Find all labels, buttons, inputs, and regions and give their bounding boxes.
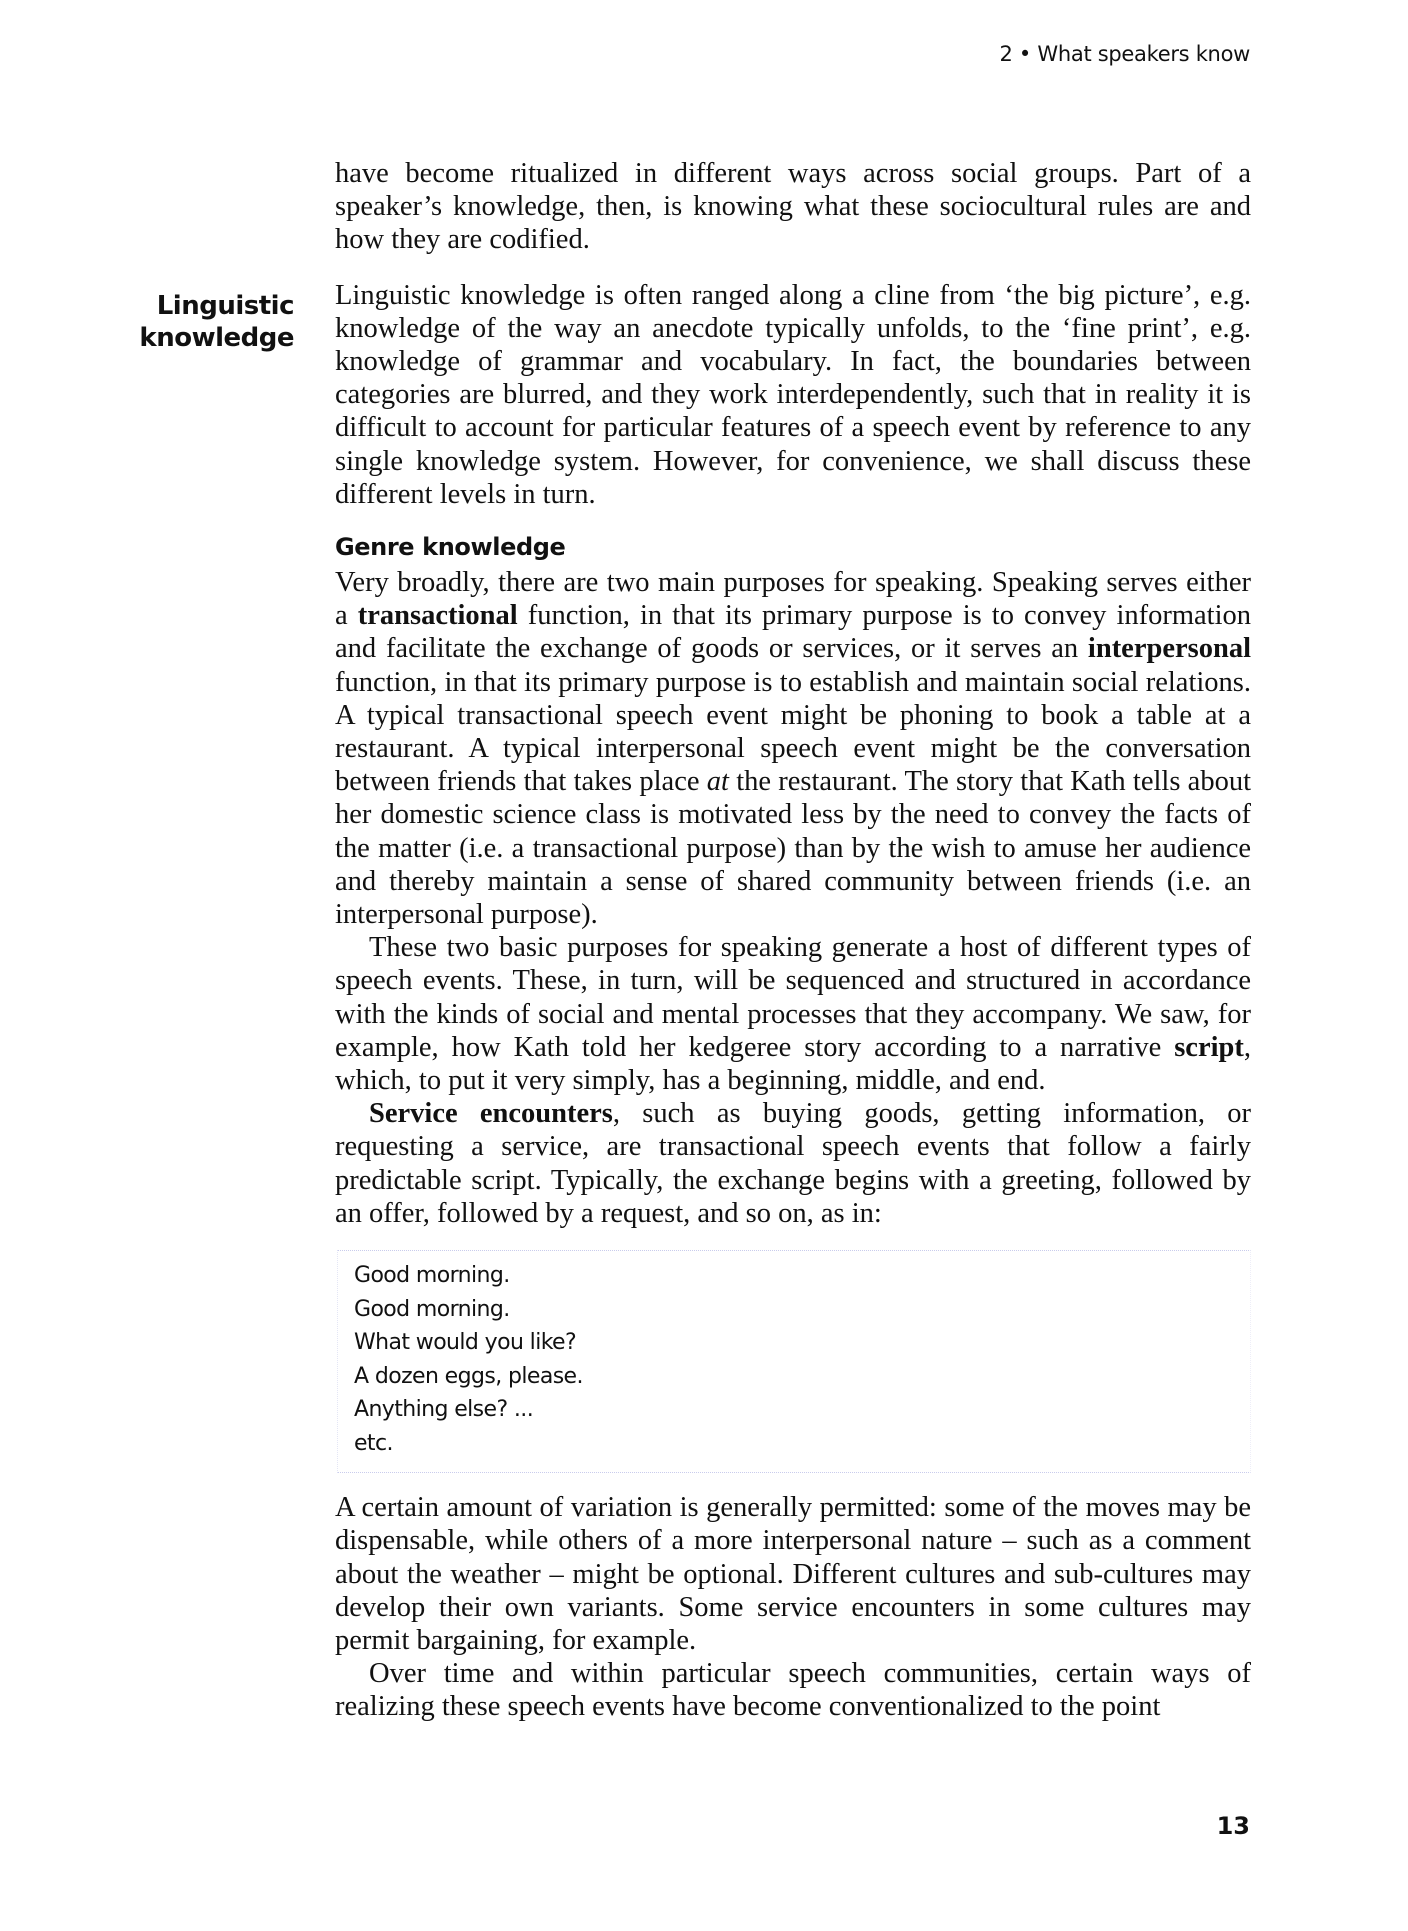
- text-run: function, in that its primary purpose is to convey information and facilitate the exchange of goods or services, or it serves an: [335, 600, 1251, 665]
- text-run: , which, to put it very simply, has a beginning, middle, and end.: [335, 1031, 1251, 1097]
- key-term-service-encounters: Service encounters: [369, 1098, 613, 1130]
- dialogue-example-box: [337, 1250, 1251, 1473]
- main-text-column: [335, 157, 1251, 1724]
- paragraph-continuation: have become ritualized in different ways across social groups. Part of a speaker’s knowledge, then, is knowing what these sociocultural rules are and how they are codified.: [335, 158, 1251, 256]
- text-run: the restaurant. The story that Kath tells about her domestic science class is motivated less by the need to convey the facts of the matter (i.e. a transactional purpose) than by the wish to amuse her audience and thereby maintain a sense of shared community between friends (i.e. an interpersonal purpose).: [335, 766, 1251, 931]
- dialogue-line: What would you like?: [354, 1330, 577, 1356]
- text-run: , such as buying goods, getting information, or requesting a service, are transactional speech events that follow a fairly predictable script. Typically, the exchange begins with a greeting, followed by an offer, followed by a request, and so on, as in:: [335, 1098, 1251, 1229]
- dialogue-line: Good morning.: [354, 1263, 510, 1289]
- emphasis-at: at: [706, 766, 729, 798]
- page-number: 13: [1216, 1812, 1250, 1840]
- key-term-script: script: [1174, 1031, 1244, 1063]
- running-head: 2 • What speakers know: [999, 42, 1250, 66]
- side-heading-line: Linguistic: [156, 291, 294, 321]
- key-term-interpersonal: interpersonal: [1087, 633, 1251, 665]
- paragraph-service-encounters: [335, 1097, 1251, 1230]
- paragraph-variation: A certain amount of variation is generally permitted: some of the moves may be dispensable, while others of a more interpersonal nature – such as a comment about the weather – might be optional. Different cultures and sub-cultures may develop their own variants. Some service encounters in some cultures may permit bargaining, for example.: [335, 1492, 1251, 1656]
- dialogue-line: Good morning.: [354, 1296, 510, 1322]
- dialogue-line: etc.: [354, 1430, 393, 1456]
- paragraph-conventionalized: Over time and within particular speech communities, certain ways of realizing these speech events have become conventionalized to the point: [335, 1658, 1251, 1723]
- text-run: These two basic purposes for speaking generate a host of different types of speech events. These, in turn, will be sequenced and structured in accordance with the kinds of social and mental processes that they accompany. We saw, for example, how Kath told her kedgeree story according to a narrative: [335, 932, 1251, 1063]
- dialogue-line: Anything else? ...: [354, 1397, 534, 1423]
- side-heading-line: knowledge: [139, 323, 294, 353]
- key-term-transactional: transactional: [357, 600, 518, 632]
- side-heading-linguistic-knowledge: [120, 290, 294, 354]
- paragraph-linguistic-knowledge: Linguistic knowledge is often ranged along a cline from ‘the big picture’, e.g. knowledge of the way an anecdote typically unfolds, to the ‘fine print’, e.g. knowledge of grammar and vocabulary. In fact, the boundaries between categories are blurred, and they work interdependently, such that in reality it is difficult to account for particular features of a speech event by reference to any single knowledge system. However, for convenience, we shall discuss these different levels in turn.: [335, 279, 1251, 510]
- paragraph-speech-events: [335, 931, 1251, 1097]
- text-run: function, in that its primary purpose is to establish and maintain social relations. A typical transactional speech event might be phoning to book a table at a restaurant. A typical interpersonal speech event might be the conversation between friends that takes place: [335, 666, 1251, 798]
- paragraph-purposes: [335, 566, 1251, 931]
- subheading-genre-knowledge: Genre knowledge: [335, 533, 566, 562]
- text-run: Very broadly, there are two main purposes for speaking. Speaking serves either a: [335, 567, 1251, 632]
- dialogue-line: A dozen eggs, please.: [354, 1363, 583, 1389]
